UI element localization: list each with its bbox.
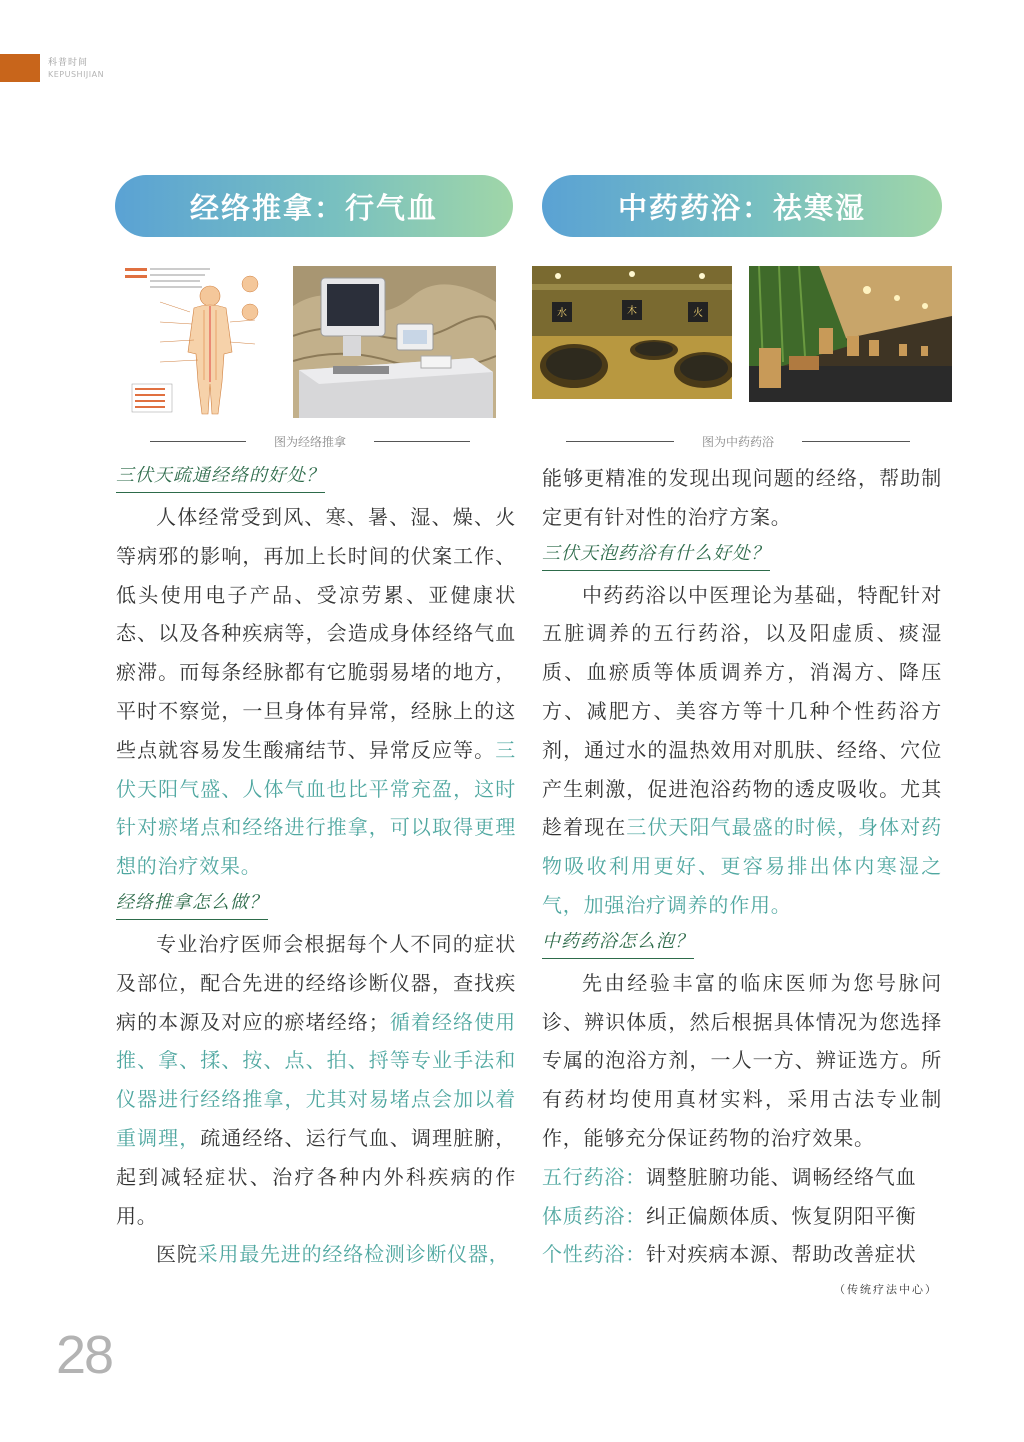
section-title-cn: 科普时间	[48, 58, 89, 68]
caption-divider	[802, 441, 910, 442]
tablet-wood: 木	[627, 306, 637, 317]
right-section-title: 中药药浴：祛寒湿	[542, 175, 942, 237]
bath-type-text: 针对疾病本源、帮助改善症状	[646, 1242, 917, 1267]
right-subheading-2: 中药药浴怎么泡？	[542, 930, 694, 959]
bath-type-item	[542, 1158, 942, 1197]
left-p2-text: 专业治疗医师会根据每个人不同的症状及部位，配合先进的经络诊断仪器，查找疾病的本源及对应的瘀堵经络；	[116, 931, 516, 1034]
left-caption	[150, 433, 470, 449]
right-column	[542, 459, 942, 1274]
caption-divider	[566, 441, 674, 442]
left-caption-text: 图为经络推拿	[274, 434, 347, 449]
bath-type-item	[542, 1197, 942, 1236]
bath-type-text: 调整脏腑功能、调畅经络气血	[646, 1164, 917, 1189]
left-paragraph-3	[116, 1235, 516, 1274]
tablet-water: 水	[557, 308, 567, 319]
herbal-bath-room-image	[532, 266, 732, 399]
left-p3-text: 医院	[156, 1242, 198, 1267]
left-column	[116, 459, 516, 1274]
bath-type-label: 五行药浴：	[542, 1164, 646, 1189]
left-p1-highlight: 三伏天阳气盛、人体气血也比平常充盈，这时针对瘀堵点和经络进行推拿，可以取得更理想的治疗效果。	[116, 737, 516, 879]
left-paragraph-1	[116, 498, 516, 886]
section-tab	[0, 54, 40, 82]
tablet-fire: 火	[693, 308, 703, 319]
meridian-chart-image	[120, 262, 272, 420]
meridian-device-image	[293, 266, 496, 418]
bath-type-label: 个性药浴：	[542, 1242, 646, 1267]
right-paragraph-0: 能够更精准的发现出现问题的经络，帮助制定更有针对性的治疗方案。	[542, 466, 942, 529]
right-caption-text: 图为中药药浴	[702, 434, 775, 449]
bath-type-label: 体质药浴：	[542, 1203, 646, 1228]
left-p2-text-end: 疏通经络、运行气血、调理脏腑，起到减轻症状、治疗各种内外科疾病的作用。	[116, 1125, 517, 1228]
right-p1-text: 中药药浴以中医理论为基础，特配针对五脏调养的五行药浴，以及阳虚质、痰湿质、血瘀质等体质调养方，消渴方、降压方、减肥方、美容方等十几种个性药浴方剂，通过水的温热效用对肌肤、经络、穴位产生刺激，促进泡浴药物的透皮吸收。尤其趁着现在	[542, 582, 942, 840]
right-subheading-1: 三伏天泡药浴有什么好处？	[542, 542, 770, 571]
left-paragraph-2	[116, 925, 516, 1235]
left-subheading-2: 经络推拿怎么做？	[116, 891, 268, 920]
page-number: 28	[56, 1325, 113, 1385]
left-p3-highlight: 采用最先进的经络检测诊断仪器，	[197, 1242, 510, 1267]
article-credit: （传统疗法中心）	[834, 1283, 938, 1296]
right-caption	[566, 433, 910, 449]
bath-type-item	[542, 1235, 942, 1274]
right-paragraph-2: 先由经验丰富的临床医师为您号脉问诊、辨识体质，然后根据具体情况为您选择专属的泡浴方剂，一人一方、辨证选方。所有药材均使用真材实料，采用古法专业制作，能够充分保证药物的治疗效果。	[542, 970, 942, 1150]
herbal-bath-tubs-image	[749, 266, 952, 402]
caption-divider	[150, 441, 246, 442]
left-p2-highlight: 循着经络使用推、拿、揉、按、点、拍、捋等专业手法和仪器进行经络推拿，尤其对易堵点会加以着重调理，	[116, 1009, 516, 1150]
right-p1-highlight: 三伏天阳气最盛的时候，身体对药物吸收利用更好、更容易排出体内寒湿之气，加强治疗调养的作用。	[542, 815, 943, 917]
caption-divider	[374, 441, 470, 442]
left-section-title: 经络推拿：行气血	[115, 175, 513, 237]
right-paragraph-1	[542, 576, 942, 925]
section-title-en: KEPUSHIJIAN	[48, 70, 105, 79]
left-subheading-1: 三伏天疏通经络的好处？	[116, 464, 325, 493]
left-p1-text: 人体经常受到风、寒、暑、湿、燥、火等病邪的影响，再加上长时间的伏案工作、低头使用电子产品、受凉劳累、亚健康状态、以及各种疾病等，会造成身体经络气血瘀滞。而每条经脉都有它脆弱易堵的地方，平时不察觉，一旦身体有异常，经脉上的这些点就容易发生酸痛结节、异常反应等。	[116, 505, 516, 762]
bath-type-text: 纠正偏颇体质、恢复阴阳平衡	[646, 1203, 917, 1228]
